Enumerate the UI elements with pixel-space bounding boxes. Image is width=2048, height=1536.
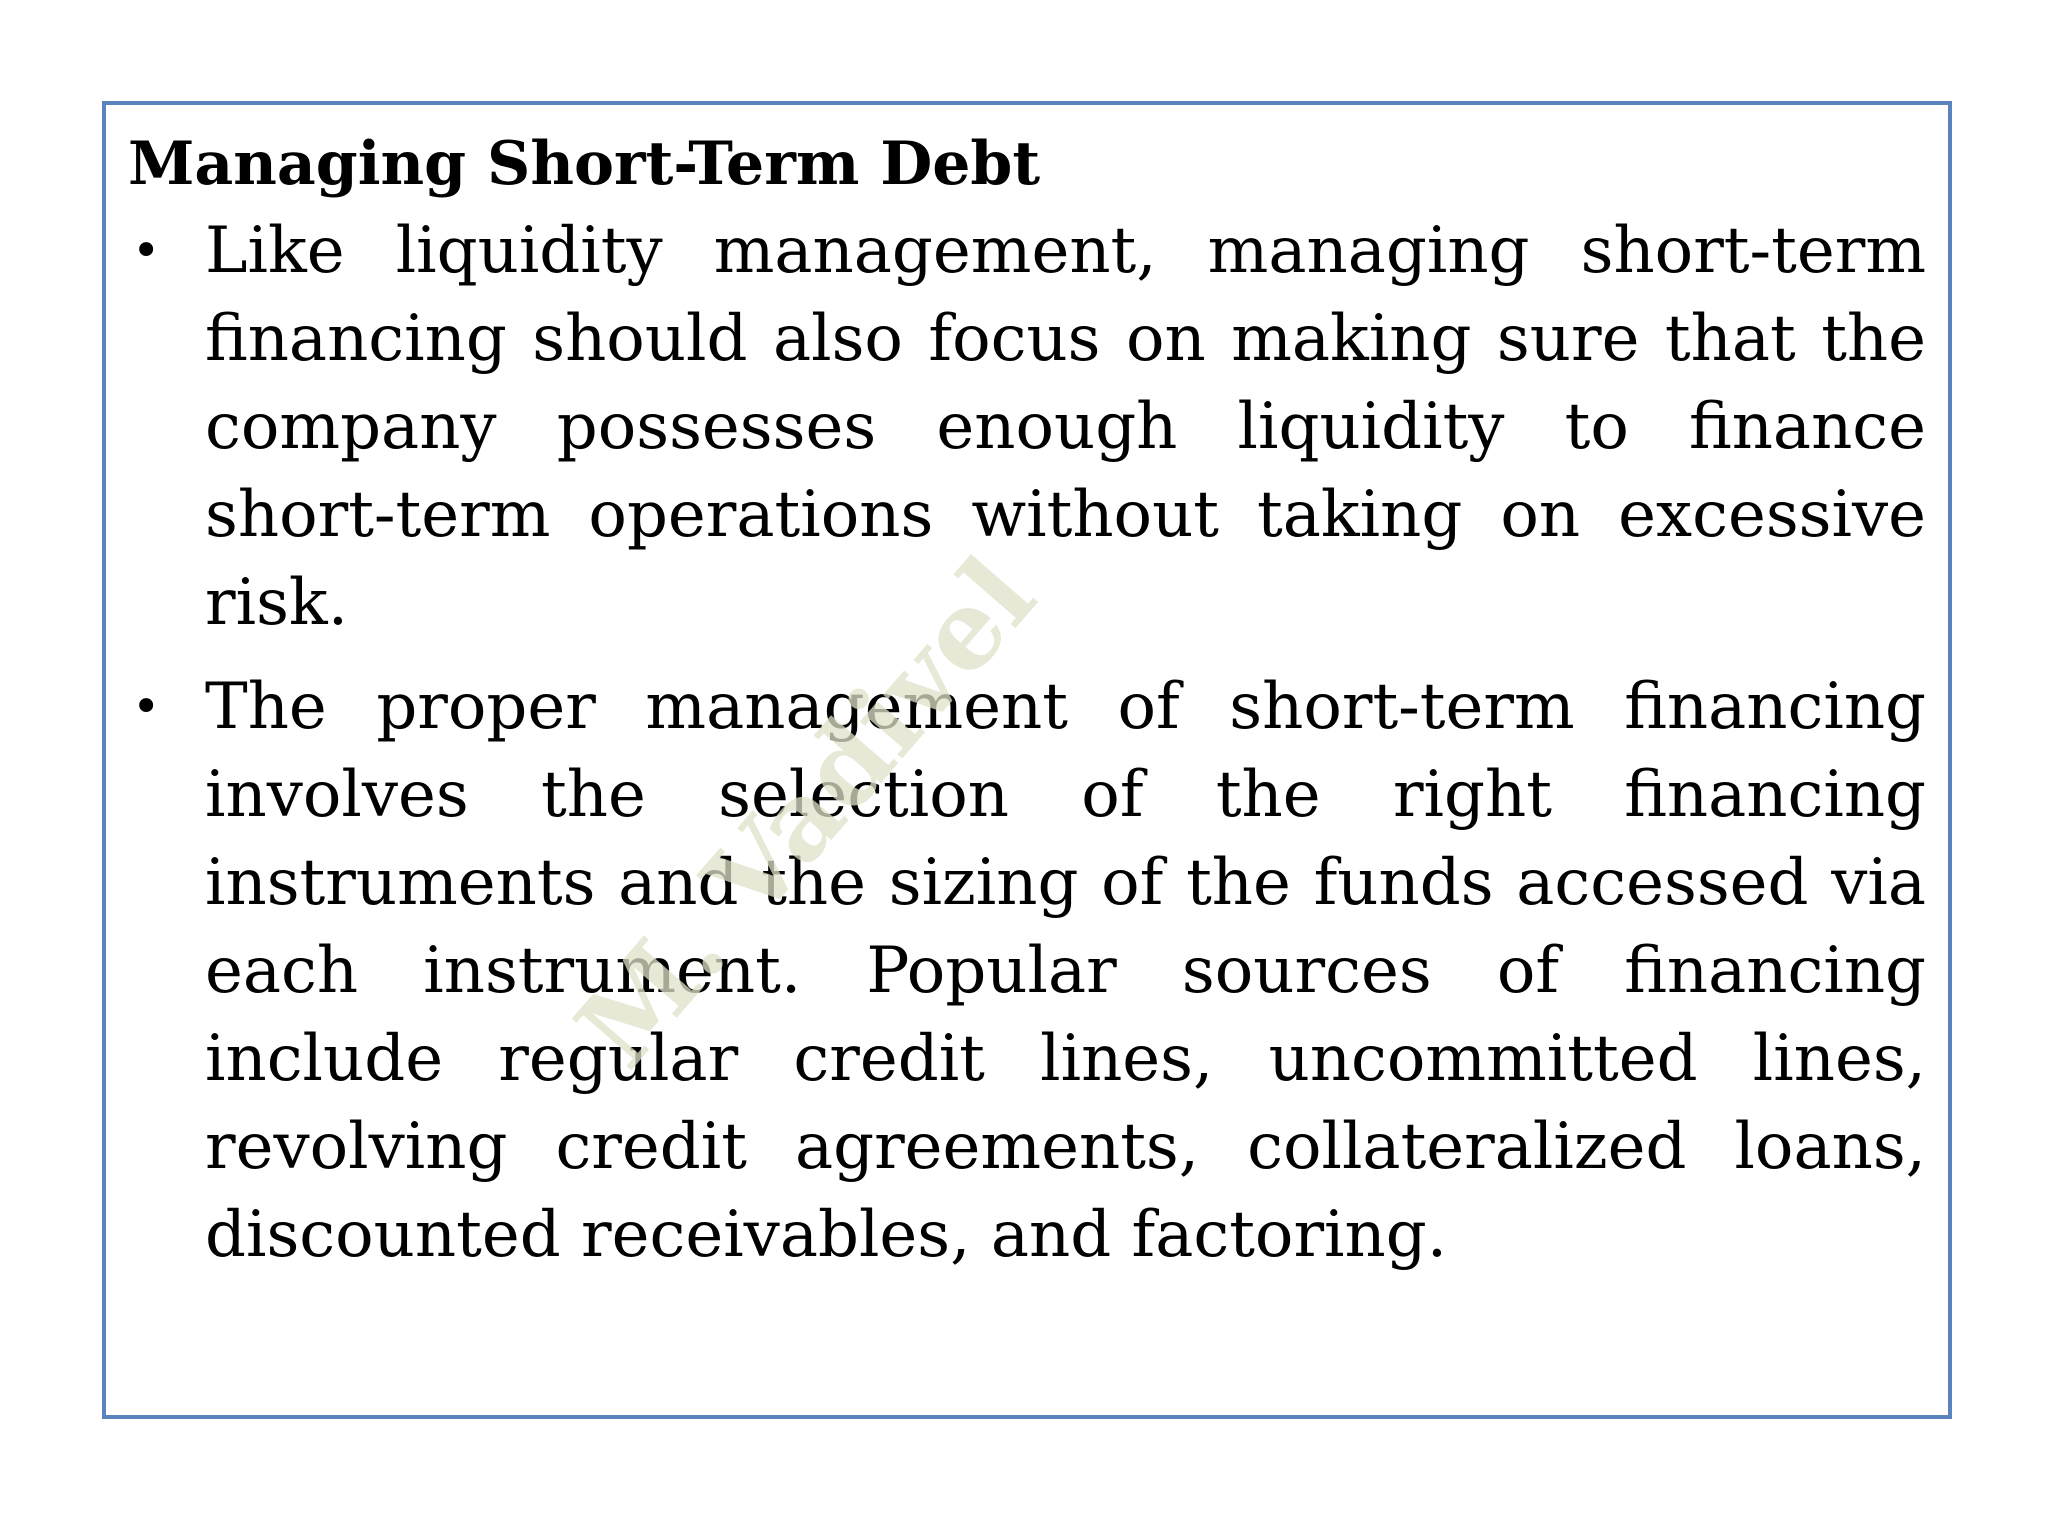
bullet-item: [128, 663, 1926, 1279]
bullet-list: [128, 207, 1926, 1279]
slide-title: Managing Short-Term Debt: [128, 129, 1041, 199]
watermark: M. Vadivel: [552, 534, 1060, 1091]
bullet-item: [128, 207, 1926, 647]
bullet-text: Like liquidity management, managing short-term financing should also focus on making sure that the company possesses enough liquidity to finance short-term operations without taking on excessive risk.: [205, 214, 1926, 640]
bullet-dot-icon: •: [132, 223, 161, 279]
bullet-text: The proper management of short-term financing involves the selection of the right financing instruments and the sizing of the funds accessed via each instrument. Popular sources of financing include regular credit lines, uncommitted lines, revolving credit agreements, collateralized loans, discounted receivables, and factoring.: [205, 670, 1926, 1272]
content-box: [102, 101, 1952, 1419]
bullet-dot-icon: •: [132, 679, 161, 735]
